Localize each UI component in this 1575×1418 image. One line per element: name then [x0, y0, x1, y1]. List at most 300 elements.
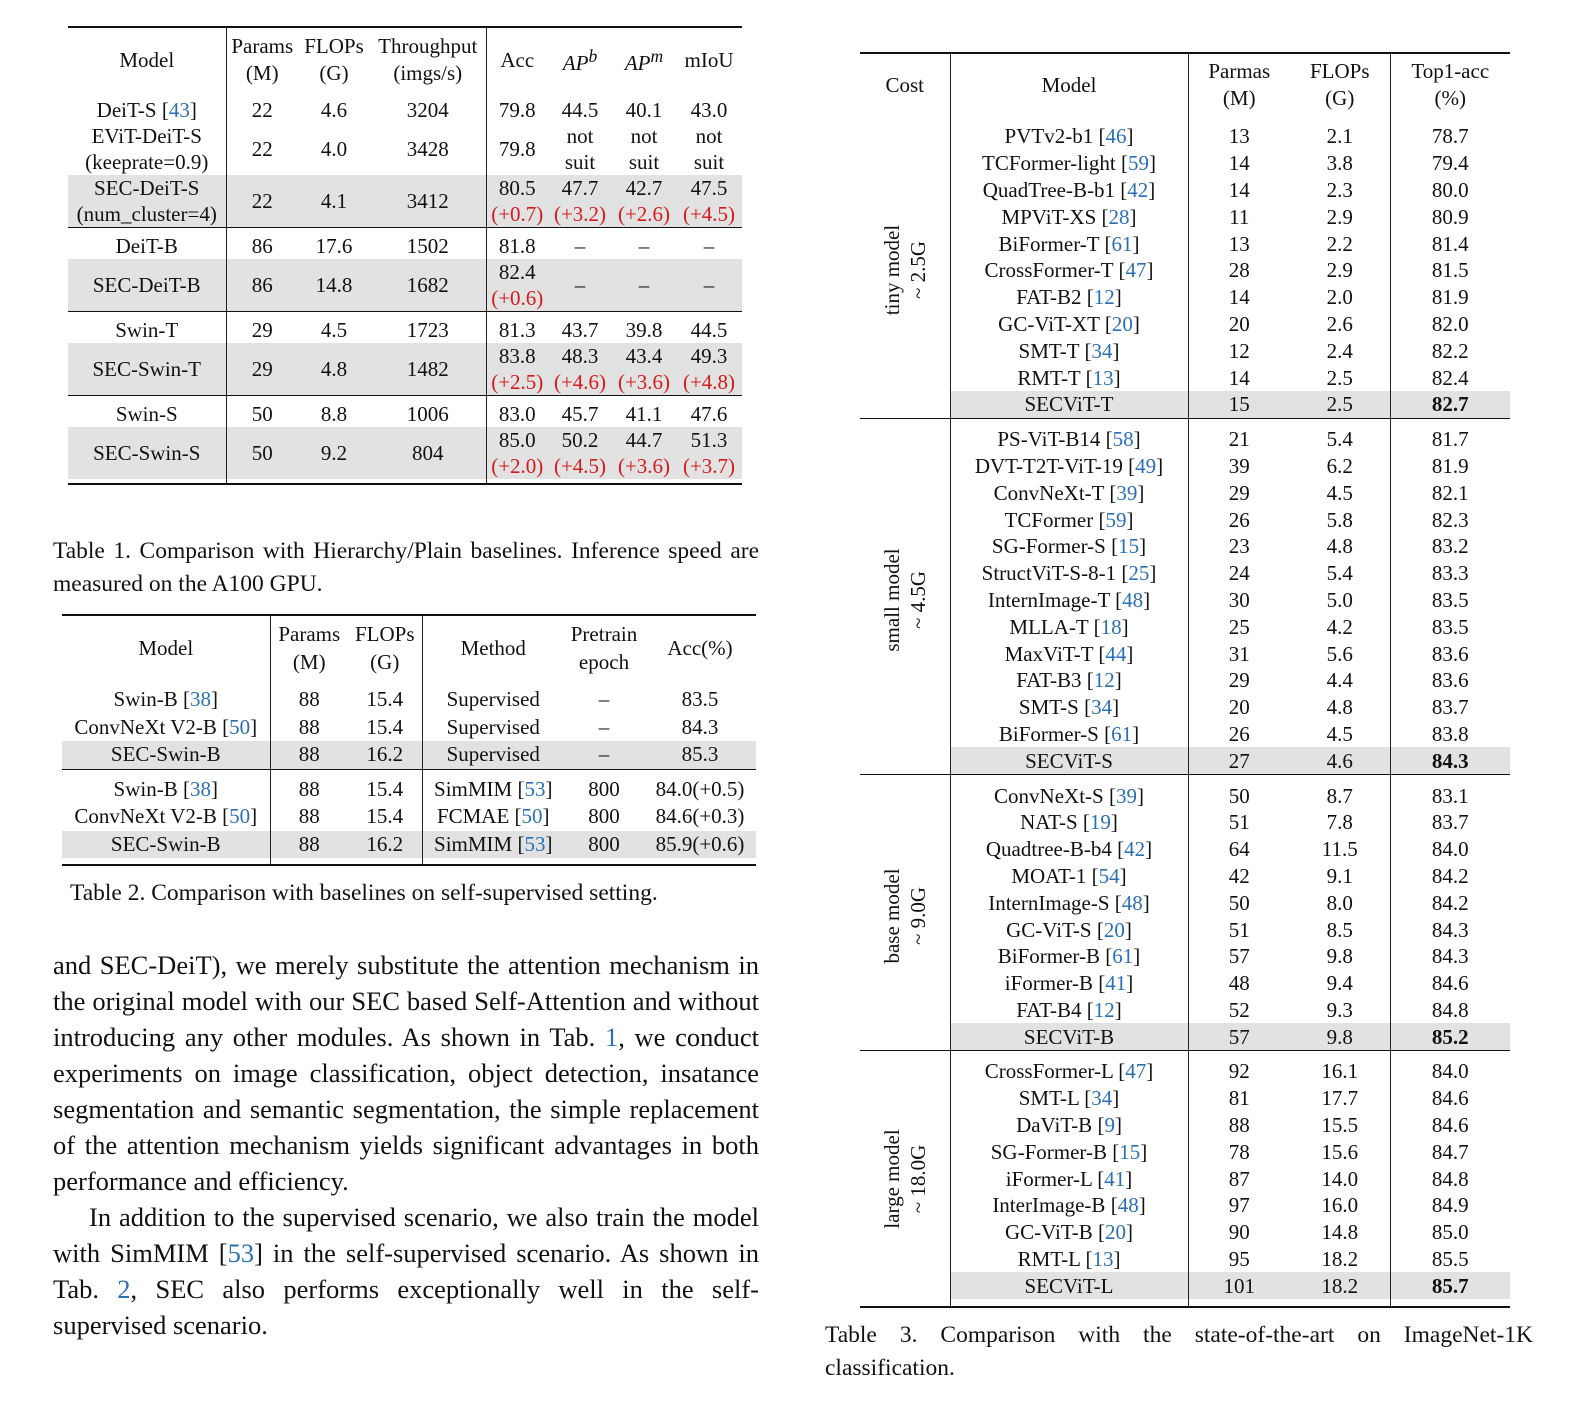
cell-cost-group — [860, 123, 950, 418]
cell-model: PVTv2-b1 [46] — [950, 123, 1188, 150]
cell-flops: 15.4 — [348, 714, 422, 742]
table-row — [860, 587, 1510, 614]
cell-cost-group — [860, 1058, 950, 1299]
cell-params: 101 — [1188, 1272, 1290, 1299]
table-2-header — [62, 615, 756, 680]
cell-acc: 83.3 — [1431, 561, 1469, 586]
header-miou: mIoU — [684, 47, 734, 72]
table-row — [68, 232, 742, 259]
table-row — [68, 400, 742, 427]
cell-acc: 84.2 — [1431, 863, 1469, 888]
table-row — [860, 613, 1510, 640]
cell-acc: 83.8 — [1431, 721, 1469, 746]
cell-model: CrossFormer-L [47] — [950, 1058, 1188, 1085]
table-row-highlight — [860, 1023, 1510, 1050]
cell-method: Supervised — [446, 714, 540, 739]
table-row — [68, 96, 742, 123]
cell-params: 78 — [1228, 1139, 1250, 1164]
cell-model: Swin-T — [68, 316, 226, 343]
cell-acc: 84.3 — [1390, 747, 1510, 774]
cell-params: 48 — [1228, 971, 1250, 996]
cell-apb: 47.7 (+3.2) — [548, 175, 612, 228]
cell-cost-group — [860, 782, 950, 1050]
cell-apm: 39.8 — [625, 317, 663, 342]
table-row — [860, 1085, 1510, 1112]
cell-params: 27 — [1188, 747, 1290, 774]
cell-apb: not suit — [564, 124, 596, 174]
cell-flops: 14.8 — [298, 259, 370, 312]
cell-flops: 4.4 — [1290, 667, 1390, 694]
table-row — [860, 863, 1510, 890]
group-separator — [860, 418, 1510, 426]
cell-acc: 82.3 — [1431, 507, 1469, 532]
table-row — [860, 782, 1510, 809]
table-row — [860, 997, 1510, 1024]
cell-model: BiFormer-T [61] — [950, 230, 1188, 257]
cell-flops: 15.4 — [348, 776, 422, 804]
table-row-highlight — [860, 1272, 1510, 1299]
cell-acc: 81.4 — [1431, 231, 1469, 256]
table-3-header — [860, 53, 1510, 116]
cell-model: SECViT-S — [950, 747, 1188, 774]
cell-acc: 84.8 — [1431, 997, 1469, 1022]
cell-apb: 44.5 — [561, 97, 599, 122]
table-row — [860, 453, 1510, 480]
cell-model: RMT-T [13] — [950, 364, 1188, 391]
cell-apm: not suit — [628, 124, 660, 174]
cell-params: 26 — [1228, 721, 1250, 746]
cell-params: 88 — [298, 714, 320, 739]
cell-flops: 4.2 — [1290, 613, 1390, 640]
table-row-highlight — [860, 747, 1510, 774]
cell-epoch: 800 — [588, 804, 620, 829]
header-flops: FLOPs (G) — [304, 34, 364, 85]
cell-acc: 79.8 — [498, 97, 536, 122]
cell-params: 24 — [1228, 561, 1250, 586]
cell-apb: 45.7 — [561, 401, 599, 426]
table-row — [68, 123, 742, 175]
table-row — [860, 1112, 1510, 1139]
cell-flops: 4.8 — [1290, 694, 1390, 721]
cell-flops: 14.0 — [1290, 1165, 1390, 1192]
cross-reference-link: 2 — [117, 1274, 131, 1304]
cell-params: 50 — [1228, 783, 1250, 808]
cell-flops: 18.2 — [1290, 1246, 1390, 1273]
cell-model: InterImage-B [48] — [950, 1192, 1188, 1219]
table-row — [62, 831, 756, 859]
cell-acc: 83.7 — [1431, 810, 1469, 835]
cell-params: 88 — [270, 831, 348, 859]
cell-acc: 84.2 — [1431, 890, 1469, 915]
cell-acc: 81.5 — [1431, 258, 1469, 283]
cell-model: SEC-Swin-T — [68, 343, 226, 396]
table-row — [68, 316, 742, 343]
cell-model: DVT-T2T-ViT-19 [49] — [950, 453, 1188, 480]
cell-method: Supervised — [446, 687, 540, 712]
cell-model: MPViT-XS [28] — [950, 203, 1188, 230]
table-row — [860, 364, 1510, 391]
table-row — [860, 1165, 1510, 1192]
table-2 — [62, 614, 756, 866]
cell-model: SEC-DeiT-S (num_cluster=4) — [68, 175, 226, 228]
cell-acc: 82.7 — [1390, 391, 1510, 418]
cell-params: 50 — [226, 427, 298, 479]
table-row — [860, 889, 1510, 916]
cell-params: 28 — [1228, 258, 1250, 283]
cell-model: TCFormer [59] — [950, 506, 1188, 533]
header-apb: $AP^b$ — [562, 46, 598, 75]
table-row-highlight — [860, 391, 1510, 418]
header-acc: Acc(%) — [667, 636, 733, 660]
cell-model: iFormer-L [41] — [950, 1165, 1188, 1192]
cell-acc: 84.9 — [1431, 1193, 1469, 1218]
table-row — [860, 257, 1510, 284]
cell-params: 12 — [1228, 338, 1250, 363]
cell-acc: 85.5 — [1431, 1247, 1469, 1272]
cell-miou: 49.3 (+4.8) — [676, 343, 742, 396]
cell-model: StructViT-S-8-1 [25] — [950, 560, 1188, 587]
cell-flops: 16.1 — [1290, 1058, 1390, 1085]
cell-method: Supervised — [422, 741, 564, 769]
cell-epoch: 800 — [588, 776, 620, 801]
cell-apb: 43.7 — [561, 317, 599, 342]
table-row — [860, 426, 1510, 453]
cell-acc: 84.3 — [681, 714, 719, 739]
cell-params: 88 — [298, 804, 320, 829]
cell-flops: 2.5 — [1290, 364, 1390, 391]
cell-flops: 15.4 — [348, 686, 422, 714]
cell-miou: – — [676, 259, 742, 312]
table-1 — [68, 26, 742, 485]
cell-acc: 83.5 — [1431, 587, 1469, 612]
header-acc: Top1-acc (%) — [1411, 59, 1490, 110]
cell-acc: 83.6 — [1431, 641, 1469, 666]
cell-model: Swin-B [38] — [62, 686, 270, 714]
header-apm: $AP^m$ — [624, 46, 664, 75]
table-row — [860, 311, 1510, 338]
table-row — [68, 175, 742, 228]
cell-apm: 44.7 (+3.6) — [612, 427, 676, 479]
cell-params: 64 — [1228, 837, 1250, 862]
table-row — [62, 714, 756, 742]
cell-model: DeiT-S [43] — [68, 96, 226, 123]
cell-throughput: 3204 — [370, 96, 486, 123]
table-2-body — [62, 680, 756, 865]
cell-acc: 84.0 — [1431, 837, 1469, 862]
cell-miou: 47.5 (+4.5) — [676, 175, 742, 228]
cell-flops: 9.2 — [298, 427, 370, 479]
cell-acc: 80.9 — [1431, 204, 1469, 229]
cell-model: SG-Former-S [15] — [950, 533, 1188, 560]
cost-label: large model ~ 18.0G — [879, 1129, 930, 1229]
cell-params: 25 — [1228, 614, 1250, 639]
header-flops: FLOPs (G) — [1290, 53, 1390, 116]
cell-flops: 9.1 — [1290, 863, 1390, 890]
table-3-body — [860, 116, 1510, 1307]
table-row — [860, 1192, 1510, 1219]
cell-params: 29 — [226, 343, 298, 396]
table-row — [860, 721, 1510, 748]
cell-miou: not suit — [693, 124, 725, 174]
cell-model: EViT-DeiT-S (keeprate=0.9) — [68, 123, 226, 175]
cell-params: 97 — [1228, 1193, 1250, 1218]
table-row — [62, 741, 756, 769]
cell-params: 52 — [1228, 997, 1250, 1022]
cell-apm: – — [638, 233, 650, 258]
cell-flops: 8.5 — [1290, 916, 1390, 943]
header-method: Method — [460, 636, 526, 660]
cell-flops: 16.2 — [348, 831, 422, 859]
cell-model: MLLA-T [18] — [950, 613, 1188, 640]
cell-model: SECViT-B — [950, 1023, 1188, 1050]
cell-flops: 4.8 — [1290, 533, 1390, 560]
table-row — [860, 970, 1510, 997]
table-row — [860, 506, 1510, 533]
cell-params: 22 — [251, 137, 273, 161]
cell-acc: 79.8 — [498, 137, 536, 161]
cell-params: 20 — [1228, 695, 1250, 720]
cell-params: 51 — [1228, 810, 1250, 835]
cell-model: QuadTree-B-b1 [42] — [950, 177, 1188, 204]
cell-flops: 2.9 — [1290, 257, 1390, 284]
cell-model: SEC-DeiT-B — [68, 259, 226, 312]
cell-model: MOAT-1 [54] — [950, 863, 1188, 890]
cell-flops: 9.4 — [1290, 970, 1390, 997]
cell-params: 50 — [1228, 890, 1250, 915]
cell-miou: 44.5 — [690, 317, 728, 342]
cell-params: 50 — [251, 401, 273, 426]
header-cost: Cost — [860, 53, 950, 116]
cell-params: 30 — [1228, 587, 1250, 612]
cell-flops: 5.0 — [1290, 587, 1390, 614]
cell-flops: 4.5 — [320, 317, 348, 342]
cell-flops: 2.6 — [1290, 311, 1390, 338]
cell-flops: 15.5 — [1290, 1112, 1390, 1139]
cell-acc: 85.9(+0.6) — [644, 831, 756, 859]
cell-acc: 83.6 — [1431, 668, 1469, 693]
cell-flops: 4.6 — [320, 97, 348, 122]
cost-label: small model ~ 4.5G — [879, 548, 930, 652]
cell-acc: 84.6(+0.3) — [655, 804, 745, 829]
cell-params: 92 — [1228, 1059, 1250, 1084]
cell-miou: 51.3 (+3.7) — [676, 427, 742, 479]
cost-label: tiny model ~ 2.5G — [879, 225, 930, 316]
cell-flops: 9.8 — [1290, 943, 1390, 970]
table-row — [860, 150, 1510, 177]
cell-model: CrossFormer-T [47] — [950, 257, 1188, 284]
cell-params: 88 — [270, 741, 348, 769]
cell-throughput: 3428 — [370, 123, 486, 175]
cell-model: NAT-S [19] — [950, 809, 1188, 836]
cell-model: ConvNeXt V2-B [50] — [62, 714, 270, 742]
header-throughput: Throughput (imgs/s) — [370, 27, 486, 92]
cell-model: InternImage-S [48] — [950, 889, 1188, 916]
cell-acc: 80.5 (+0.7) — [486, 175, 548, 228]
group-separator — [860, 116, 1510, 123]
header-params: Parmas (M) — [1208, 59, 1271, 110]
cell-params: 29 — [1228, 480, 1250, 505]
cell-apb: – — [574, 233, 586, 258]
cell-acc: 79.4 — [1431, 151, 1469, 176]
cell-epoch: – — [564, 741, 644, 769]
cell-model: SMT-T [34] — [950, 337, 1188, 364]
cell-params: 20 — [1228, 311, 1250, 336]
table-row — [860, 123, 1510, 150]
cell-params: 21 — [1228, 427, 1250, 452]
cell-params: 13 — [1228, 231, 1250, 256]
cell-model: SEC-Swin-B — [62, 831, 270, 859]
cell-params: 23 — [1228, 534, 1250, 559]
cell-flops: 2.0 — [1290, 284, 1390, 311]
cell-model: Swin-S — [68, 400, 226, 427]
cell-apm: 41.1 — [625, 401, 663, 426]
cell-params: 29 — [251, 317, 273, 342]
cell-flops: 5.4 — [1290, 560, 1390, 587]
cell-acc: 83.7 — [1431, 695, 1469, 720]
cell-acc: 84.0 — [1431, 1059, 1469, 1084]
cell-acc: 81.8 — [498, 233, 536, 258]
table-row — [860, 640, 1510, 667]
cell-acc: 84.6 — [1431, 1113, 1469, 1138]
cell-acc: 84.7 — [1431, 1139, 1469, 1164]
cross-reference-link: 53 — [227, 1238, 255, 1268]
table-row — [860, 809, 1510, 836]
table-row — [860, 1138, 1510, 1165]
cell-flops: 8.7 — [1290, 782, 1390, 809]
header-pretrain: Pretrain epoch — [570, 622, 638, 674]
cell-acc: 85.0 — [1431, 1220, 1469, 1245]
header-model: Model — [62, 615, 270, 680]
table-row — [860, 230, 1510, 257]
cell-acc: 82.4 (+0.6) — [486, 259, 548, 312]
cell-flops: 2.3 — [1290, 177, 1390, 204]
table-row — [860, 284, 1510, 311]
cell-model: Swin-B [38] — [62, 776, 270, 804]
cell-epoch: – — [598, 687, 610, 712]
cell-acc: 84.3 — [1431, 944, 1469, 969]
table-3-caption: Table 3. Comparison with the state-of-the-art on ImageNet-1K classification. — [825, 1322, 1533, 1381]
cell-params: 90 — [1228, 1220, 1250, 1245]
cell-acc: 80.0 — [1431, 177, 1469, 202]
cell-params: 88 — [298, 687, 320, 712]
cell-params: 11 — [1229, 204, 1250, 229]
cell-flops: 5.4 — [1290, 426, 1390, 453]
cell-params: 81 — [1228, 1086, 1250, 1111]
cell-model: BiFormer-S [61] — [950, 721, 1188, 748]
cell-flops: 2.4 — [1290, 337, 1390, 364]
cell-params: 26 — [1228, 507, 1250, 532]
cell-throughput: 1682 — [370, 259, 486, 312]
cell-params: 29 — [1228, 668, 1250, 693]
cell-flops: 2.5 — [1290, 391, 1390, 418]
cell-flops: 5.8 — [1290, 506, 1390, 533]
cell-params: 88 — [298, 776, 320, 801]
cell-apm: – — [612, 259, 676, 312]
cell-model: SMT-S [34] — [950, 694, 1188, 721]
table-row — [860, 337, 1510, 364]
table-1-header — [68, 27, 742, 92]
cell-model: FAT-B4 [12] — [950, 997, 1188, 1024]
header-model: Model — [68, 27, 226, 92]
cell-model: ConvNeXt-T [39] — [950, 479, 1188, 506]
table-row — [860, 1246, 1510, 1273]
table-row — [62, 803, 756, 831]
cell-flops: 4.5 — [1290, 479, 1390, 506]
cell-miou: – — [703, 233, 715, 258]
cell-miou: 43.0 — [690, 97, 728, 122]
cell-model: BiFormer-B [61] — [950, 943, 1188, 970]
table-row — [62, 776, 756, 804]
cell-model: SEC-Swin-S — [68, 427, 226, 479]
cell-acc: 84.0(+0.5) — [655, 776, 745, 801]
cell-params: 51 — [1228, 917, 1250, 942]
cell-throughput: 1006 — [370, 400, 486, 427]
cell-acc: 84.8 — [1431, 1166, 1469, 1191]
table-row — [860, 916, 1510, 943]
cell-params: 88 — [1228, 1113, 1250, 1138]
table-row — [860, 203, 1510, 230]
cell-flops: 2.1 — [1290, 123, 1390, 150]
cell-flops: 4.0 — [320, 137, 348, 161]
cell-params: 22 — [226, 175, 298, 228]
cell-model: SECViT-T — [950, 391, 1188, 418]
header-acc: Acc — [500, 47, 535, 72]
cell-params: 57 — [1228, 944, 1250, 969]
cell-flops: 15.6 — [1290, 1138, 1390, 1165]
table-row — [62, 686, 756, 714]
header-flops: FLOPs (G) — [348, 615, 422, 680]
cell-params: 39 — [1228, 453, 1250, 478]
cell-model: ConvNeXt-S [39] — [950, 782, 1188, 809]
table-row — [860, 943, 1510, 970]
table-row — [860, 694, 1510, 721]
table-1-caption: Table 1. Comparison with Hierarchy/Plain baselines. Inference speed are measured on the A100 GPU. — [53, 538, 759, 597]
cell-acc: 83.5 — [681, 687, 719, 712]
cell-model: SEC-Swin-B — [62, 741, 270, 769]
cell-acc: 82.0 — [1431, 311, 1469, 336]
header-params: Params (M) — [231, 34, 294, 85]
cell-acc: 84.6 — [1431, 1086, 1469, 1111]
table-row — [860, 836, 1510, 863]
body-text — [53, 947, 759, 1343]
cell-method: SimMIM [53] — [434, 776, 553, 801]
cell-flops: 15.4 — [348, 803, 422, 831]
cell-flops: 2.2 — [1290, 230, 1390, 257]
cell-flops: 8.8 — [320, 401, 348, 426]
cell-flops: 14.8 — [1290, 1219, 1390, 1246]
cell-params: 95 — [1228, 1247, 1250, 1272]
cell-model: PS-ViT-B14 [58] — [950, 426, 1188, 453]
cell-params: 87 — [1228, 1166, 1250, 1191]
cell-flops: 17.7 — [1290, 1085, 1390, 1112]
cell-flops: 9.3 — [1290, 997, 1390, 1024]
cell-model: FAT-B2 [12] — [950, 284, 1188, 311]
cell-acc: 83.1 — [1431, 783, 1469, 808]
cell-flops: 18.2 — [1290, 1272, 1390, 1299]
cell-acc: 84.6 — [1431, 971, 1469, 996]
cell-acc: 83.5 — [1431, 614, 1469, 639]
cell-params: 15 — [1188, 391, 1290, 418]
cell-flops: 4.1 — [298, 175, 370, 228]
cell-cost-group — [860, 426, 950, 775]
cell-flops: 16.2 — [348, 741, 422, 769]
cell-flops: 16.0 — [1290, 1192, 1390, 1219]
cell-params: 22 — [251, 97, 273, 122]
cell-model: GC-ViT-XT [20] — [950, 311, 1188, 338]
cell-flops: 7.8 — [1290, 809, 1390, 836]
cell-flops: 9.8 — [1290, 1023, 1390, 1050]
table-row — [860, 1058, 1510, 1085]
